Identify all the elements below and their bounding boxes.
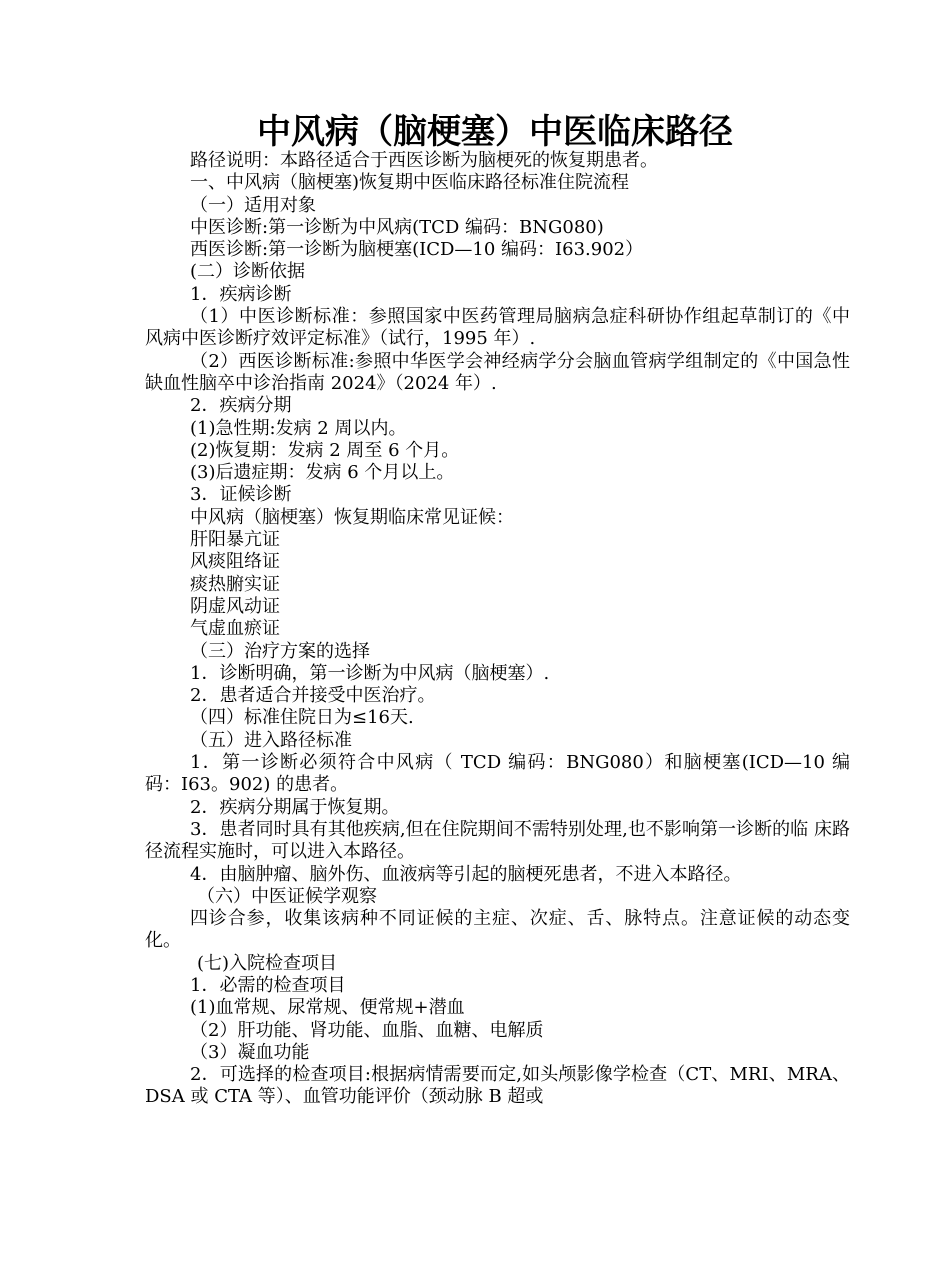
paragraph: 四诊合参，收集该病种不同证候的主症、次症、舌、脉特点。注意证候的动态变化。: [145, 908, 850, 952]
paragraph: （一）适用对象: [190, 194, 316, 216]
paragraph: 2．疾病分期: [190, 395, 292, 417]
paragraph: 一、中风病（脑梗塞)恢复期中医临床路径标准住院流程: [190, 172, 630, 194]
paragraph: 3．证候诊断: [190, 484, 292, 506]
paragraph: (1)急性期:发病 2 周以内。: [190, 417, 407, 439]
paragraph: （1）中医诊断标准：参照国家中医药管理局脑病急症科研协作组起草制订的《中 风病中医诊断疗效评定标准》（试行，1995 年）.: [145, 306, 850, 350]
paragraph: (二）诊断依据: [190, 261, 306, 283]
paragraph: (3)后遗症期：发病 6 个月以上。: [190, 462, 455, 484]
paragraph: 2．患者适合并接受中医治疗。: [190, 685, 436, 707]
paragraph: 4．由脑肿瘤、脑外伤、血液病等引起的脑梗死患者，不进入本路径。: [190, 863, 742, 885]
paragraph: 1．诊断明确，第一诊断为中风病（脑梗塞）.: [190, 662, 550, 684]
document-body: [145, 150, 850, 1109]
paragraph: （3）凝血功能: [190, 1041, 310, 1063]
paragraph: 3．患者同时具有其他疾病,但在住院期间不需特别处理,也不影响第一诊断的临 床路径流程实施时，可以进入本路径。: [145, 818, 850, 863]
paragraph: 西医诊断:第一诊断为脑梗塞(ICD—10 编码：I63.902）: [190, 239, 644, 261]
paragraph: （三）治疗方案的选择: [190, 640, 370, 662]
paragraph: (1)血常规、尿常规、便常规+潜血: [190, 997, 465, 1019]
paragraph: 路径说明：本路径适合于西医诊断为脑梗死的恢复期患者。: [190, 150, 658, 171]
paragraph: 肝阳暴亢证: [190, 529, 280, 551]
paragraph: （六）中医证候学观察: [197, 885, 377, 907]
paragraph: （五）进入路径标准: [190, 729, 352, 751]
paragraph: （四）标准住院日为≤16天.: [190, 707, 414, 729]
paragraph: 1．疾病诊断: [190, 283, 292, 305]
document-title: 中风病（脑梗塞）中医临床路径: [257, 112, 733, 152]
paragraph: 2．疾病分期属于恢复期。: [190, 796, 400, 818]
paragraph: （2）西医诊断标准:参照中华医学会神经病学分会脑血管病学组制定的《中国急性缺血性脑卒中诊治指南 2024》（2024 年）.: [145, 350, 850, 394]
paragraph: 阴虚风动证: [190, 595, 280, 617]
paragraph: 中医诊断:第一诊断为中风病(TCD 编码：BNG080): [190, 216, 604, 238]
paragraph: （2）肝功能、肾功能、血脂、血糖、电解质: [190, 1019, 544, 1041]
paragraph: 气虚血瘀证: [190, 618, 280, 640]
paragraph: 中风病（脑梗塞）恢复期临床常见证候：: [190, 506, 514, 528]
paragraph: 风痰阻络证: [190, 551, 280, 573]
paragraph: 1．必需的检查项目: [190, 974, 346, 996]
paragraph: 1．第一诊断必须符合中风病（ TCD 编码：BNG080）和脑梗塞(ICD—10 编码：I63。902) 的患者。: [145, 752, 850, 796]
paragraph: (2)恢复期：发病 2 周至 6 个月。: [190, 439, 460, 461]
paragraph: (七)入院检查项目: [197, 952, 338, 974]
paragraph: 痰热腑实证: [190, 573, 280, 595]
paragraph: 2．可选择的检查项目:根据病情需要而定,如头颅影像学检查（CT、MRI、MRA、DSA 或 CTA 等）、血管功能评价（颈动脉 B 超或: [145, 1064, 850, 1108]
